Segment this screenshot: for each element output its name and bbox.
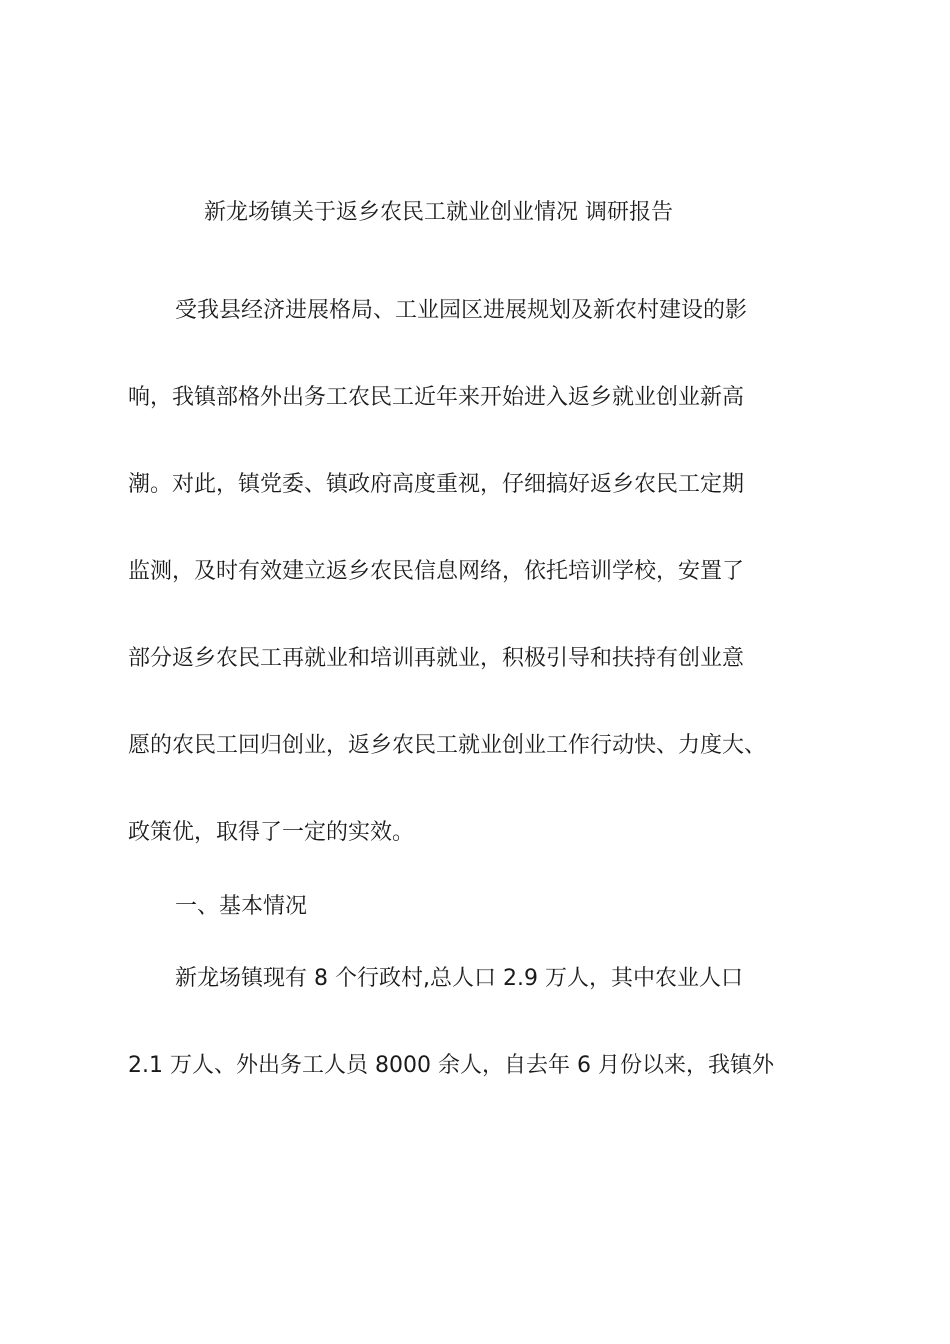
section-heading: 一、基本情况 [175, 894, 308, 919]
paragraph-line-4: 监测，及时有效建立返乡农民信息网络，依托培训学校，安置了 [128, 559, 745, 584]
paragraph-line-7: 政策优，取得了一定的实效。 [128, 820, 415, 845]
paragraph-line-8: 新龙场镇现有 8 个行政村,总人口 2.9 万人，其中农业人口 [175, 966, 743, 991]
paragraph-line-6: 愿的农民工回归创业，返乡农民工就业创业工作行动快、力度大、 [128, 733, 767, 758]
paragraph-line-2: 响，我镇部格外出务工农民工近年来开始进入返乡就业创业新高 [128, 385, 745, 410]
paragraph-line-5: 部分返乡农民工再就业和培训再就业，积极引导和扶持有创业意 [128, 646, 745, 671]
document-title: 新龙场镇关于返乡农民工就业创业情况 调研报告 [204, 200, 673, 225]
paragraph-line-1: 受我县经济进展格局、工业园区进展规划及新农村建设的影 [175, 298, 748, 323]
paragraph-line-3: 潮。对此，镇党委、镇政府高度重视，仔细搞好返乡农民工定期 [128, 472, 745, 497]
paragraph-line-9: 2.1 万人、外出务工人员 8000 余人，自去年 6 月份以来，我镇外 [128, 1053, 774, 1078]
